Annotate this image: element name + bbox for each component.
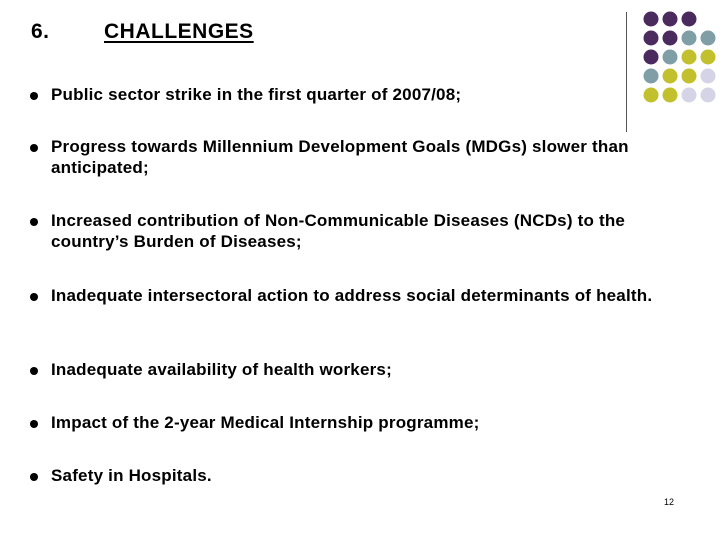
slide-title: CHALLENGES [104,20,254,43]
bullet-marker [30,473,38,481]
bullet-text: Progress towards Millennium Development Goals (MDGs) slower than anticipated; [51,137,629,177]
bullet-marker [30,218,38,226]
bullet-marker [30,420,38,428]
bullet-text: Public sector strike in the first quarter of 2007/08; [51,85,462,104]
slide-number: 6. [31,20,50,43]
bullet-marker [30,144,38,152]
bullet-text: Inadequate availability of health workers; [51,360,392,379]
page-number: 12 [664,497,675,507]
bullet-text: Impact of the 2-year Medical Internship programme; [51,413,480,432]
bullet-marker [30,92,38,100]
bullet-marker [30,293,38,301]
bullet-text: Safety in Hospitals. [51,466,212,485]
bullet-text: Increased contribution of Non-Communicable Diseases (NCDs) to the country’s Burden of Diseases; [51,211,626,251]
bullet-marker [30,367,38,375]
bullet-text: Inadequate intersectoral action to address social determinants of health. [51,286,653,305]
